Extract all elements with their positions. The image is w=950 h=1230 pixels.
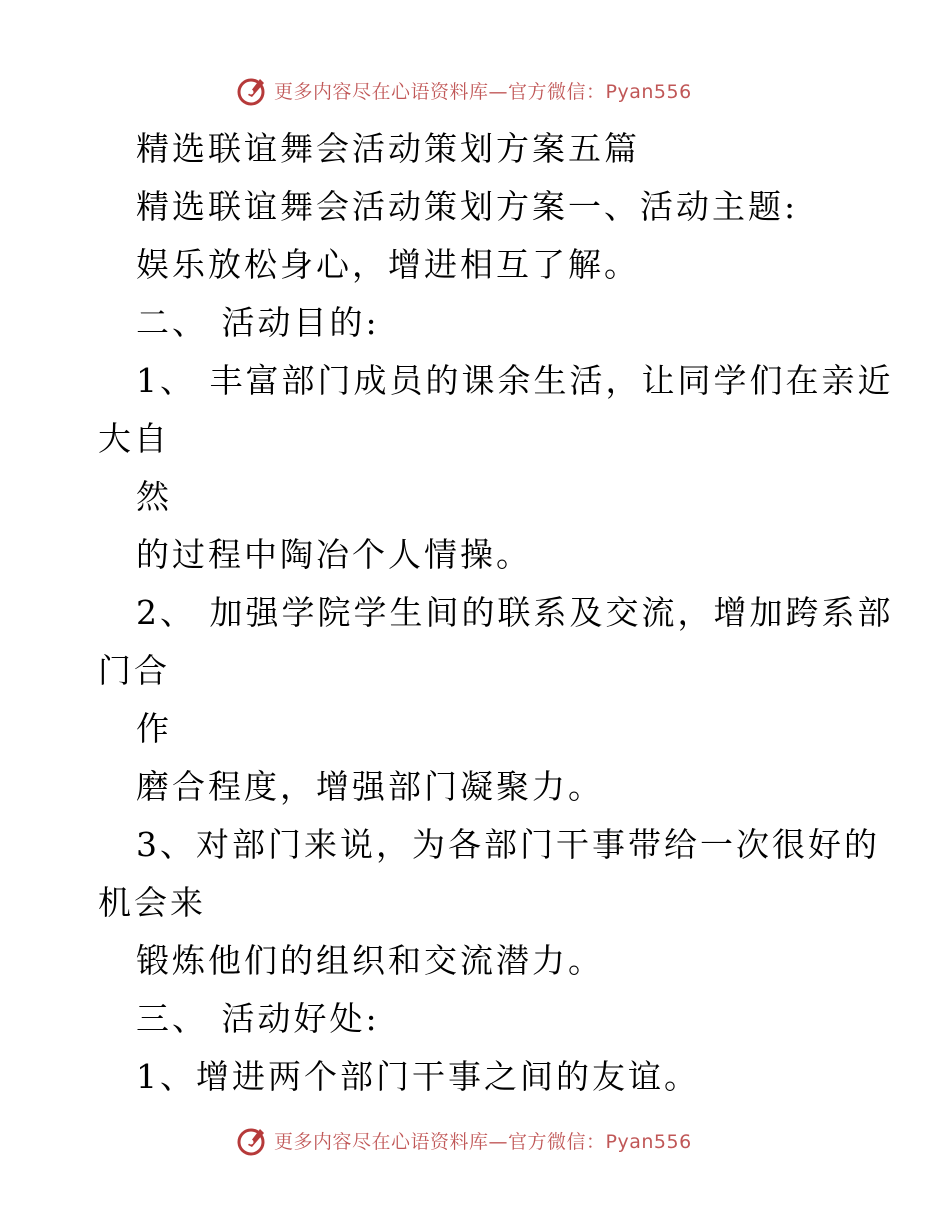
list-item: 1、 丰富部门成员的课余生活，让同学们在亲近: [136, 361, 894, 400]
list-item: 1、增进两个部门干事之间的友谊。: [136, 1057, 700, 1096]
paragraph-line: 磨合程度，增强部门凝聚力。: [136, 767, 604, 806]
pen-nib-circle-icon: [236, 73, 270, 107]
paragraph-line: 门合: [98, 651, 170, 690]
paragraph-line: 锻炼他们的组织和交流潜力。: [136, 941, 604, 980]
watermark-text: 更多内容尽在心语资料库—官方微信：Pyan556: [274, 1130, 692, 1153]
footer-watermark: [236, 1122, 692, 1158]
pen-nib-circle-icon: [236, 1123, 270, 1157]
paragraph-line: 娱乐放松身心，增进相互了解。: [136, 245, 640, 284]
paragraph-line: 作: [136, 709, 172, 748]
paragraph-line: 大自: [98, 419, 170, 458]
header-watermark: [236, 72, 692, 108]
watermark-text: 更多内容尽在心语资料库—官方微信：Pyan556: [274, 80, 692, 103]
document-body: [98, 120, 918, 1106]
paragraph-line: 的过程中陶冶个人情操。: [136, 535, 532, 574]
section-heading: 二、 活动目的:: [136, 303, 380, 342]
list-item: 3、对部门来说，为各部门干事带给一次很好的: [136, 825, 880, 864]
list-item: 2、 加强学院学生间的联系及交流，增加跨系部: [136, 593, 894, 632]
document-title: 精选联谊舞会活动策划方案五篇: [136, 129, 640, 168]
paragraph-line: 精选联谊舞会活动策划方案一、活动主题:: [136, 187, 799, 226]
paragraph-line: 然: [136, 477, 172, 516]
paragraph-line: 机会来: [98, 883, 206, 922]
section-heading: 三、 活动好处:: [136, 999, 380, 1038]
